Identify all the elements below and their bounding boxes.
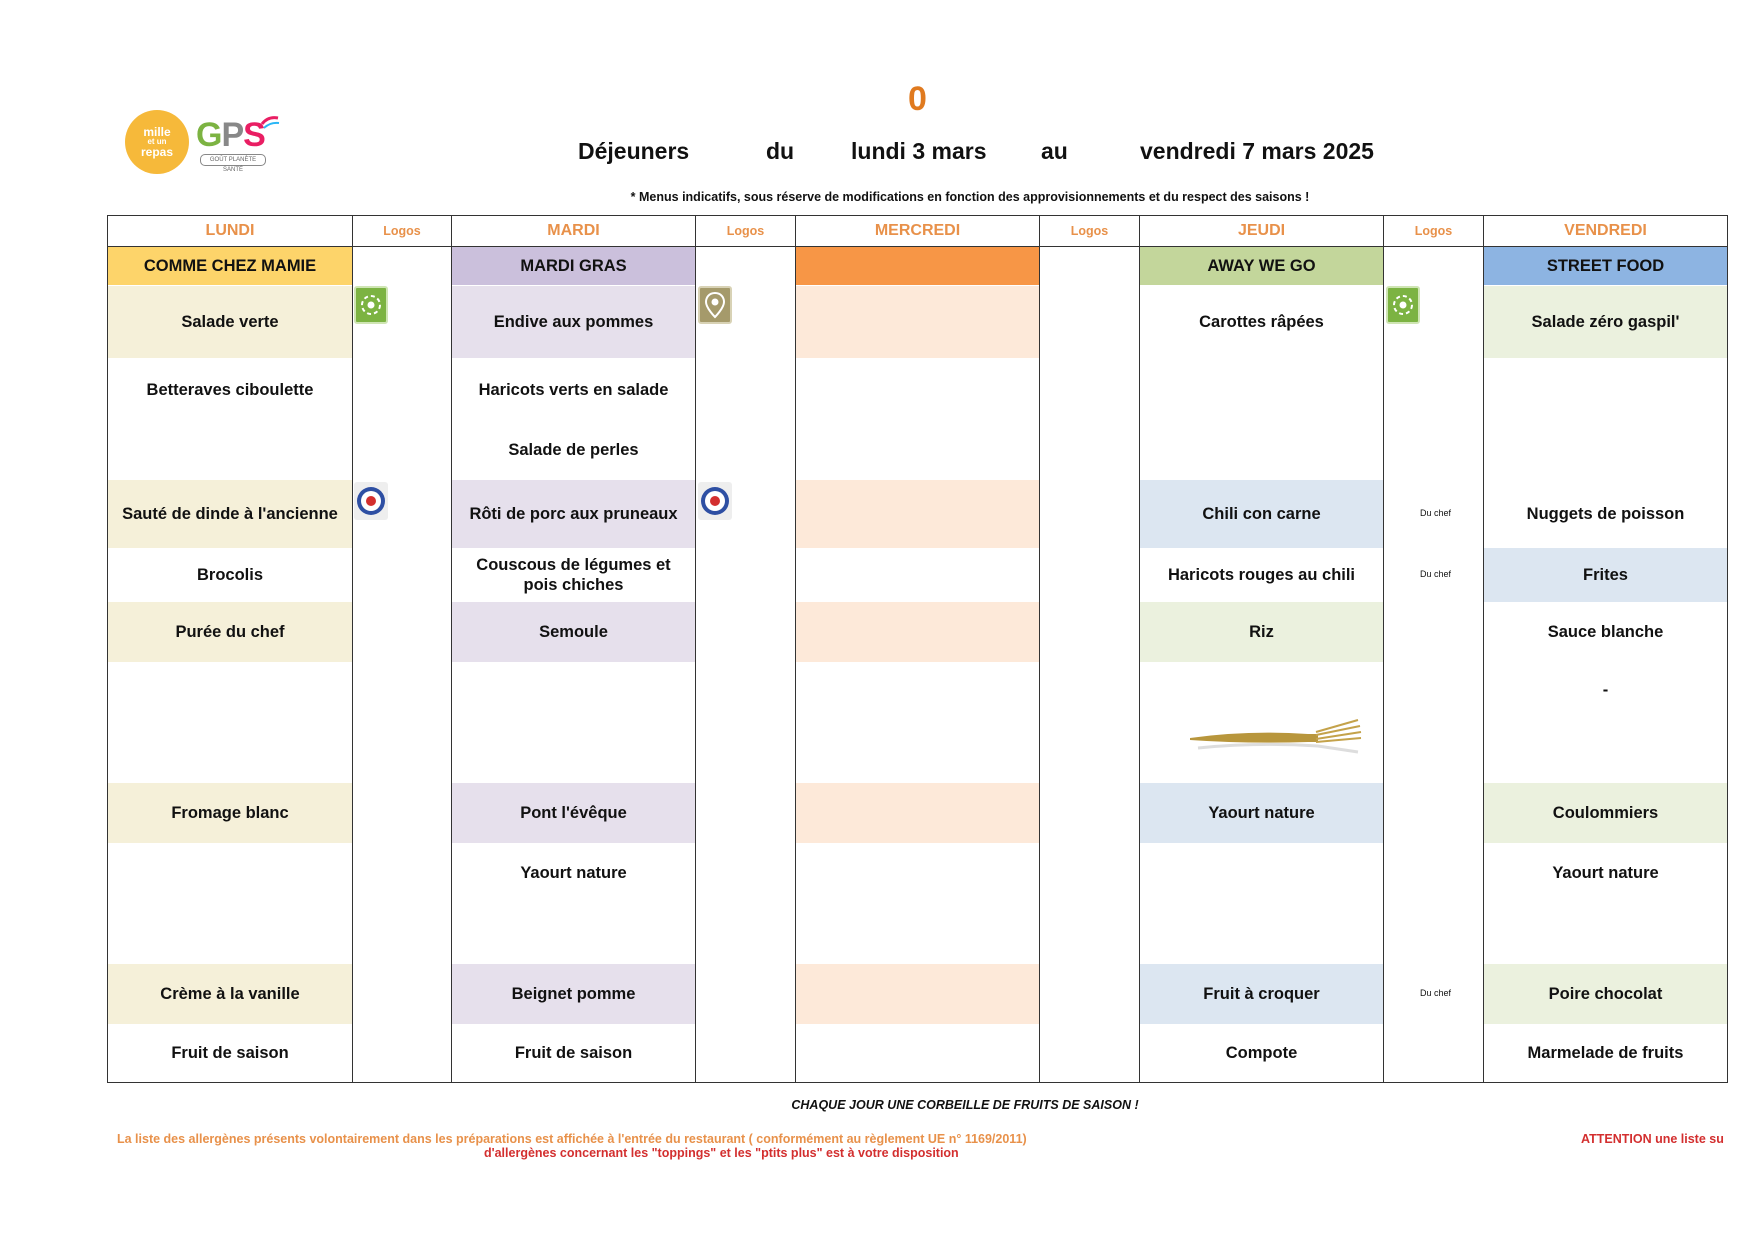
col-divider — [1483, 215, 1484, 1083]
header-divider — [107, 246, 1728, 247]
vendredi-laitage-1: Coulommiers — [1484, 783, 1727, 843]
lundi-entree-2: Betteraves ciboulette — [146, 381, 314, 399]
lundi-plat: Sauté de dinde à l'ancienne — [108, 480, 352, 548]
date-du: du — [766, 138, 795, 164]
mardi-laitage-2: Yaourt nature — [520, 864, 627, 882]
vendredi-plat: Nuggets de poisson — [1526, 505, 1685, 523]
col-divider — [795, 215, 796, 1083]
toppings-note: d'allergènes concernant les "toppings" et les "ptits plus" est à votre disposition — [484, 1146, 959, 1160]
header-logos-1: Logos — [383, 224, 421, 238]
theme-vendredi: STREET FOOD — [1484, 247, 1727, 285]
vendredi-dessert-2: Marmelade de fruits — [1527, 1044, 1684, 1062]
header-logos-2: Logos — [726, 224, 765, 238]
gps-tagline: GOÛT PLANÈTE SANTÉ — [200, 154, 266, 166]
mardi-laitage-1: Pont l'évêque — [452, 783, 695, 843]
vendredi-accomp-1: Frites — [1484, 548, 1727, 602]
jeudi-accomp-1: Haricots rouges au chili — [1167, 566, 1356, 584]
lundi-dessert-2: Fruit de saison — [171, 1044, 289, 1062]
date-au: au — [1041, 138, 1068, 164]
col-divider — [451, 215, 452, 1083]
mardi-entree-2: Haricots verts en salade — [478, 381, 669, 399]
allergen-note: La liste des allergènes présents volontairement dans les préparations est affichée à l'entrée du restaurant ( conformément au règlement UE n° 1169/2011) — [117, 1132, 1027, 1146]
lundi-entree-1: Salade verte — [108, 286, 352, 358]
jeudi-dessert-1: Fruit à croquer — [1140, 964, 1383, 1024]
col-divider — [695, 215, 696, 1083]
vendredi-entree-1: Salade zéro gaspil' — [1484, 286, 1727, 358]
gps-logo — [196, 116, 281, 173]
mardi-entree-3: Salade de perles — [508, 441, 639, 459]
jeudi-accomp-2: Riz — [1140, 602, 1383, 662]
jeudi-plat: Chili con carne — [1140, 480, 1383, 548]
header-logos-4: Logos — [1414, 224, 1453, 238]
theme-jeudi: AWAY WE GO — [1140, 247, 1383, 285]
disclaimer: * Menus indicatifs, sous réserve de modifications en fonction des approvisionnements et du respect des saisons ! — [630, 190, 1310, 204]
vendredi-laitage-2: Yaourt nature — [1552, 864, 1659, 882]
gps-wordmark: GPS — [196, 116, 265, 154]
mille-et-un-repas-logo — [125, 110, 189, 174]
mardi-accomp-2: Semoule — [452, 602, 695, 662]
col-divider — [1383, 215, 1384, 1083]
col-divider — [1139, 215, 1140, 1083]
vendredi-accomp-2: Sauce blanche — [1547, 623, 1664, 641]
vendredi-accomp-3: - — [1602, 681, 1609, 699]
gps-swoosh-icon — [260, 114, 282, 132]
mardi-dessert-1: Beignet pomme — [452, 964, 695, 1024]
jeudi-dessert-2: Compote — [1225, 1044, 1298, 1062]
lundi-dessert-1: Crème à la vanille — [108, 964, 352, 1024]
lundi-accomp-1: Brocolis — [196, 566, 264, 584]
col-divider — [1039, 215, 1040, 1083]
jeudi-plat-du-chef: Du chef — [1420, 508, 1452, 518]
col-divider — [352, 215, 353, 1083]
lundi-laitage: Fromage blanc — [108, 783, 352, 843]
menu-table — [107, 215, 1728, 1083]
week-number: 0 — [908, 80, 927, 118]
header-mardi: MARDI — [547, 222, 600, 239]
mardi-accomp-1: Couscous de légumes et pois chiches — [476, 556, 671, 594]
fruit-note: CHAQUE JOUR UNE CORBEILLE DE FRUITS DE SAISON ! — [791, 1098, 1139, 1112]
header-mercredi: MERCREDI — [874, 222, 961, 239]
mille-text: mille — [143, 125, 171, 139]
attention-note: ATTENTION une liste su — [1581, 1132, 1724, 1146]
mardi-dessert-2: Fruit de saison — [514, 1044, 633, 1062]
start-date: lundi 3 mars — [851, 138, 987, 164]
repas-text: repas — [140, 145, 174, 159]
vendredi-dessert-1: Poire chocolat — [1484, 964, 1727, 1024]
theme-mardi: MARDI GRAS — [452, 247, 695, 285]
header-lundi: LUNDI — [205, 222, 255, 239]
header-vendredi: VENDREDI — [1564, 222, 1647, 239]
jeudi-laitage: Yaourt nature — [1140, 783, 1383, 843]
jeudi-accomp-du-chef: Du chef — [1420, 569, 1452, 579]
header-jeudi: JEUDI — [1237, 222, 1286, 239]
jeudi-dessert-du-chef: Du chef — [1420, 988, 1452, 998]
meal-type: Déjeuners — [578, 138, 690, 164]
lundi-accomp-2: Purée du chef — [108, 602, 352, 662]
end-date: vendredi 7 mars 2025 — [1140, 138, 1374, 164]
mardi-entree-1: Endive aux pommes — [452, 286, 695, 358]
mardi-plat: Rôti de porc aux pruneaux — [452, 480, 695, 548]
mille-et-text: et un — [147, 137, 167, 146]
jeudi-entree-1: Carottes râpées — [1199, 313, 1324, 331]
theme-lundi: COMME CHEZ MAMIE — [108, 247, 352, 285]
header-logos-3: Logos — [1070, 224, 1109, 238]
